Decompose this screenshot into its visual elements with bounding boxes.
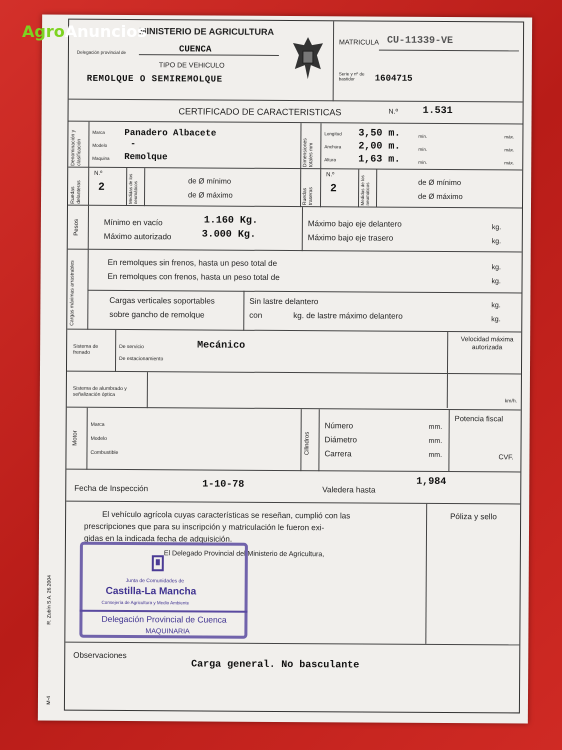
- poliza-sello-label: Póliza y sello: [450, 512, 497, 522]
- cilindros-section: Cilindros: [304, 431, 311, 456]
- cargas-con-frenos: En remolques con frenos, hasta un peso total de: [107, 271, 280, 282]
- certificate-num-label: N.º: [388, 108, 399, 116]
- denominacion-section: Denominación y clasificación: [70, 129, 83, 166]
- cargas-verticales-2: sobre gancho de remolque: [109, 309, 205, 320]
- ruedas-del-medidas: Medidas de los neumáticos: [128, 173, 139, 205]
- con-lastre-con: con: [249, 310, 263, 320]
- longitud-max: máx.: [504, 134, 515, 140]
- anchura-max: máx.: [504, 147, 515, 153]
- cilindros-carrera-mm: mm.: [428, 451, 443, 459]
- ruedas-delanteras-section: Ruedas delanteras: [70, 180, 83, 204]
- sin-lastre-label: Sin lastre delantero: [249, 296, 319, 307]
- ruedas-tras-medidas: Medidas de los neumáticos: [360, 175, 371, 206]
- frenado-row: [67, 330, 521, 375]
- eje-trasero-kg: kg.: [491, 238, 502, 246]
- potencia-fiscal-label: Potencia fiscal: [454, 414, 504, 424]
- cargas-sin-frenos: En remolques sin frenos, hasta un peso total de: [107, 257, 278, 268]
- ruedas-del-n-value: 2: [98, 181, 105, 194]
- frenado-section: Sistema de frenado: [73, 343, 99, 356]
- tipo-label: TIPO DE VEHICULO: [158, 62, 225, 70]
- longitud-label: Longitud: [324, 131, 342, 137]
- sin-lastre-kg: kg.: [491, 302, 501, 310]
- cargas-con-frenos-kg: kg.: [491, 278, 501, 286]
- altura-max: máx.: [504, 160, 515, 166]
- fecha-inspeccion-value: 1-10-78: [202, 479, 245, 491]
- cilindros-diametro-label: Diámetro: [324, 435, 358, 445]
- coat-of-arms-icon: [289, 33, 327, 83]
- ruedas-tras-n-value: 2: [330, 183, 337, 196]
- stamp-line-4: Delegación Provincial de Cuenca: [101, 613, 227, 625]
- stamp-line-2: Castilla-La Mancha: [105, 585, 197, 598]
- eje-delantero-label: Máximo bajo eje delantero: [307, 219, 402, 229]
- modelo-label: Modelo: [92, 142, 108, 148]
- delegacion-value: CUENCA: [178, 44, 212, 55]
- eje-trasero-label: Máximo bajo eje trasero: [307, 233, 394, 243]
- tipo-value: REMOLQUE O SEMIREMOLQUE: [86, 73, 223, 85]
- declaracion-line-3: gidas en la indicada fecha de adquisición.: [83, 533, 233, 544]
- delegado-firma-label: El Delegado Provincial del Ministerio de Agricultura,: [163, 550, 325, 559]
- peso-vacio-value: 1.160 Kg.: [203, 215, 258, 227]
- ruedas-del-maximo: de Ø máximo: [188, 190, 233, 200]
- ruedas-del-n-label: N.º: [94, 170, 103, 177]
- serie-value: 1604715: [374, 73, 413, 84]
- longitud-min: mín.: [418, 133, 428, 139]
- peso-vacio-label: Mínimo en vacío: [103, 217, 163, 228]
- ruedas-row: [68, 168, 522, 209]
- potencia-cvf: CVF.: [498, 454, 514, 462]
- ministry-title: MINISTERIO DE AGRICULTURA: [139, 26, 275, 37]
- peso-autorizado-value: 3.000 Kg.: [201, 229, 256, 241]
- motor-row: [66, 408, 520, 473]
- pesos-row: [68, 206, 522, 253]
- eje-delantero-kg: kg.: [491, 224, 502, 232]
- certificate-title: CERTIFICADO DE CARACTERISTICAS: [178, 106, 342, 118]
- valedera-value: 1,984: [416, 476, 447, 488]
- cargas-section: Cargas máximas arrastrables: [69, 260, 76, 326]
- declaracion-line-1: El vehículo agrícola cuyas características se reseñan, cumplió con las: [102, 509, 351, 521]
- velocidad-maxima-label: Velocidad máxima autorizada: [460, 336, 514, 352]
- ruedas-tras-maximo: de Ø máximo: [418, 191, 463, 202]
- stamp-emblem-icon: [150, 554, 166, 574]
- altura-label: Altura: [324, 157, 337, 163]
- anchura-label: Anchura: [324, 144, 342, 150]
- observaciones-block: [65, 642, 519, 715]
- matricula-value: CU-11339-VE: [386, 35, 454, 48]
- stamp-line-3: Consejería de Agricultura y Medio Ambiente: [101, 599, 190, 606]
- observaciones-label: Observaciones: [73, 650, 127, 661]
- certificate-title-row: [69, 100, 523, 125]
- motor-combustible-label: Combustible: [90, 449, 119, 456]
- cargas-sin-frenos-kg: kg.: [491, 264, 501, 272]
- velocidad-kmh: km/h.: [504, 398, 518, 405]
- motor-marca-label: Marca: [90, 421, 105, 428]
- motor-modelo-label: Modelo: [90, 435, 107, 442]
- longitud-value: 3,50 m.: [358, 128, 401, 140]
- cilindros-carrera-label: Carrera: [324, 449, 352, 459]
- stamp-line-5: MAQUINARIA: [145, 628, 190, 636]
- serie-label: Serie y nº de bastidor: [338, 71, 365, 82]
- imprenta-text: R. Zubín S.A. 26.2004: [46, 575, 53, 625]
- maquina-value: Remolque: [124, 152, 168, 163]
- cilindros-numero-label: Número: [324, 421, 354, 431]
- matricula-label: MATRICULA: [338, 39, 379, 47]
- certificate-paper: [38, 15, 532, 724]
- dimensiones-section: Dimensiones totales mm: [302, 138, 315, 168]
- con-lastre-label: kg. de lastre máximo delantero: [293, 311, 403, 321]
- delegacion-label: Delegación provincial de: [76, 49, 126, 56]
- inspeccion-row: [66, 470, 520, 505]
- modelo-value: -: [130, 139, 136, 150]
- cilindros-numero-mm: mm.: [428, 423, 443, 431]
- valedera-label: Valedera hasta: [322, 485, 376, 495]
- denominacion-row: [68, 122, 522, 171]
- ruedas-tras-n-label: N.º: [326, 172, 335, 179]
- maquina-label: Maquina: [92, 155, 110, 161]
- ruedas-del-minimo: de Ø mínimo: [188, 176, 232, 186]
- altura-min: mín.: [418, 159, 428, 165]
- freno-servicio-label: De servicio: [119, 343, 144, 351]
- fecha-inspeccion-label: Fecha de Inspección: [74, 483, 149, 494]
- freno-estacionamiento-label: De estacionamiento: [119, 355, 164, 363]
- declaracion-line-2: prescripciones que para su inscripción y matriculación le fueron exi-: [84, 521, 325, 533]
- peso-autorizado-label: Máximo autorizado: [103, 231, 172, 242]
- altura-value: 1,63 m.: [358, 154, 401, 166]
- cilindros-diametro-mm: mm.: [428, 437, 443, 445]
- con-lastre-kg: kg.: [491, 316, 501, 324]
- cargas-row: [67, 250, 521, 333]
- declaracion-block: [65, 502, 520, 645]
- freno-servicio-value: Mecánico: [197, 340, 246, 352]
- observaciones-value: Carga general. No basculante: [191, 659, 360, 672]
- alumbrado-section: Sistema de alumbrado y señalización óptica: [72, 385, 127, 398]
- cargas-verticales-1: Cargas verticales soportables: [109, 295, 215, 306]
- marca-value: Panadero Albacete: [124, 128, 217, 139]
- certificate-num-value: 1.531: [422, 105, 453, 118]
- pesos-section: Pesos: [73, 219, 80, 236]
- ruedas-traseras-section: Ruedas traseras: [302, 187, 315, 206]
- form-code: M-4: [45, 695, 52, 705]
- anchura-min: mín.: [418, 146, 428, 152]
- marca-label: Marca: [92, 129, 105, 135]
- stamp-line-1: Junta de Comunidades de: [125, 578, 185, 585]
- watermark-logo: AgroAnuncios: [22, 22, 147, 41]
- certificate-form: [64, 19, 524, 714]
- anchura-value: 2,00 m.: [358, 141, 401, 153]
- ruedas-tras-minimo: de Ø mínimo: [418, 177, 462, 188]
- motor-section: Motor: [72, 430, 79, 446]
- alumbrado-row: [67, 372, 521, 411]
